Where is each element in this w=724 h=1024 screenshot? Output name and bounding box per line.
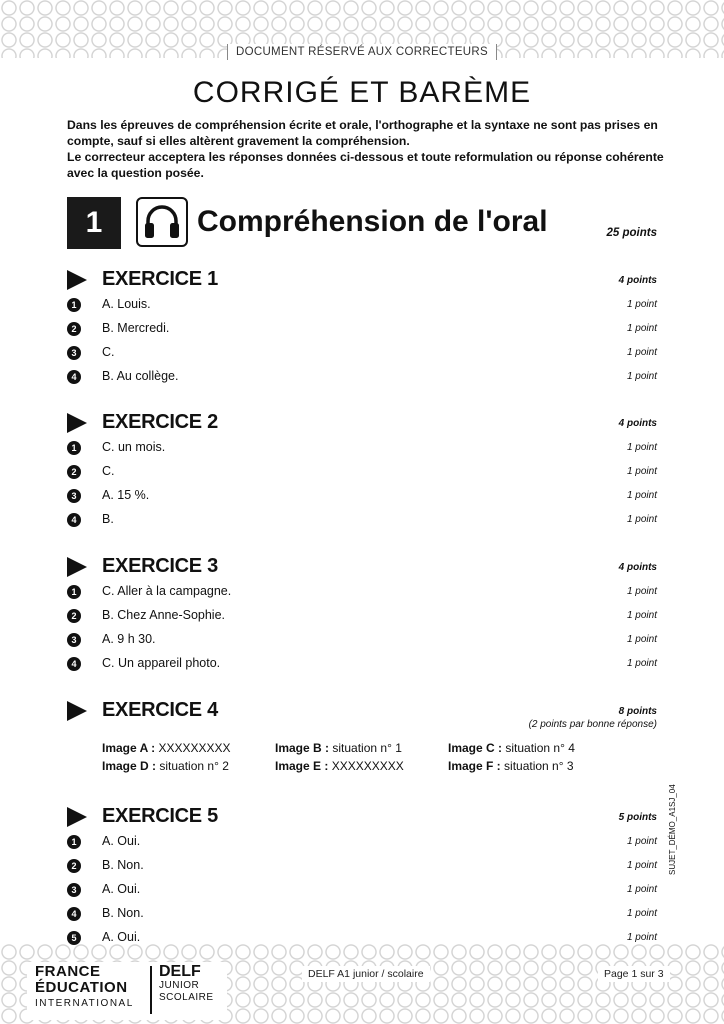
delf-logo: [159, 964, 214, 1004]
arrow-icon: [67, 413, 87, 433]
reserved-banner-text: DOCUMENT RÉSERVÉ AUX CORRECTEURS: [227, 44, 497, 60]
answer-points: 1 point: [626, 466, 657, 477]
intro-paragraph-1: Dans les épreuves de compréhension écrite et orale, l'orthographe et la syntaxe ne sont pas prises en compte, sauf si elles altèrent gravement la compréhension.: [67, 118, 658, 148]
image-answers-grid: [102, 741, 657, 773]
answer-points: 1 point: [626, 658, 657, 669]
arrow-icon: [67, 807, 87, 827]
number-badge-icon: 4: [67, 513, 81, 527]
exercise-title: EXERCICE 5: [102, 805, 218, 827]
image-answer: [102, 759, 275, 773]
answer-text: A. Oui.: [102, 834, 141, 848]
exercise-points-note: (2 points par bonne réponse): [528, 719, 657, 730]
logo-divider: [150, 966, 152, 1014]
arrow-icon: [67, 701, 87, 721]
answer-points: 1 point: [626, 884, 657, 895]
footer-logos: [27, 962, 227, 1020]
section-points: 25 points: [606, 227, 657, 239]
image-answer: [275, 741, 448, 755]
section-title: Compréhension de l'oral: [197, 205, 548, 238]
page-title: CORRIGÉ ET BARÈME: [192, 76, 532, 109]
answer-points: 1 point: [626, 371, 657, 382]
answer-text: A. 15 %.: [102, 488, 150, 502]
number-badge-icon: 5: [67, 931, 81, 945]
section-number: 1: [67, 197, 121, 249]
answer-text: B. Mercredi.: [102, 321, 170, 335]
logo-line: ÉDUCATION: [35, 979, 128, 996]
page-number: Page 1 sur 3: [598, 966, 670, 982]
number-badge-icon: 3: [67, 346, 81, 360]
answer-points: 1 point: [626, 586, 657, 597]
answer-row: [67, 581, 657, 605]
number-badge-icon: 4: [67, 657, 81, 671]
answer-text: B.: [102, 512, 114, 526]
answer-points: 1 point: [626, 836, 657, 847]
delf-subtitle: JUNIOR: [159, 980, 200, 991]
exercise-5: [67, 805, 657, 951]
answer-row: [67, 831, 657, 855]
answer-row: [67, 366, 657, 390]
answer-points: 1 point: [626, 634, 657, 645]
section-header: [67, 197, 667, 249]
answer-text: C. un mois.: [102, 440, 166, 454]
number-badge-icon: 2: [67, 609, 81, 623]
answer-points: 1 point: [626, 860, 657, 871]
exercise-3: [67, 555, 657, 677]
answer-row: [67, 342, 657, 366]
answer-text: C. Aller à la campagne.: [102, 584, 232, 598]
answer-text: A. Oui.: [102, 930, 141, 944]
image-answer: [448, 759, 621, 773]
answer-text: C.: [102, 464, 115, 478]
exercise-1: [67, 268, 657, 390]
exercise-title: EXERCICE 2: [102, 411, 218, 433]
number-badge-icon: 1: [67, 441, 81, 455]
answer-points: 1 point: [626, 442, 657, 453]
headphones-icon: [136, 197, 188, 247]
answer-text: B. Au collège.: [102, 369, 179, 383]
image-value: situation n° 2: [159, 759, 229, 773]
answer-text: C. Un appareil photo.: [102, 656, 221, 670]
exam-label: DELF A1 junior / scolaire: [302, 966, 430, 982]
number-badge-icon: 4: [67, 370, 81, 384]
image-value: situation n° 3: [504, 759, 574, 773]
answer-row: [67, 879, 657, 903]
answer-text: B. Non.: [102, 906, 144, 920]
exercise-4: [67, 699, 657, 773]
exercise-header: [67, 555, 657, 581]
image-label: Image F :: [448, 759, 501, 773]
answer-row: [67, 927, 657, 951]
exercise-points: 4 points: [618, 562, 657, 573]
exercise-points: 4 points: [618, 275, 657, 286]
image-answer: [448, 741, 621, 755]
answer-row: [67, 653, 657, 677]
image-answer: [102, 741, 275, 755]
number-badge-icon: 2: [67, 859, 81, 873]
exercise-header: [67, 805, 657, 831]
answer-row: [67, 294, 657, 318]
answer-points: 1 point: [626, 908, 657, 919]
reserved-banner: [0, 40, 724, 60]
answer-points: 1 point: [626, 610, 657, 621]
intro-paragraph-2: Le correcteur acceptera les réponses données ci-dessous et toute reformulation ou réponse cohérente avec la question posée.: [67, 150, 664, 180]
answer-text: A. 9 h 30.: [102, 632, 156, 646]
exercise-points: 4 points: [618, 418, 657, 429]
answer-text: B. Non.: [102, 858, 144, 872]
image-value: XXXXXXXXX: [331, 759, 404, 773]
answer-points: 1 point: [626, 323, 657, 334]
number-badge-icon: 3: [67, 633, 81, 647]
logo-line: INTERNATIONAL: [35, 998, 134, 1009]
answer-points: 1 point: [626, 490, 657, 501]
arrow-icon: [67, 270, 87, 290]
answer-points: 1 point: [626, 347, 657, 358]
answer-text: C.: [102, 345, 115, 359]
answer-text: A. Louis.: [102, 297, 151, 311]
delf-title: DELF: [159, 963, 201, 980]
france-education-logo: [35, 964, 134, 1012]
exercise-title: EXERCICE 3: [102, 555, 218, 577]
answer-row: [67, 318, 657, 342]
answer-row: [67, 629, 657, 653]
answer-row: [67, 903, 657, 927]
number-badge-icon: 2: [67, 465, 81, 479]
answer-text: A. Oui.: [102, 882, 141, 896]
answer-text: B. Chez Anne-Sophie.: [102, 608, 225, 622]
arrow-icon: [67, 557, 87, 577]
delf-subtitle: SCOLAIRE: [159, 992, 214, 1003]
answer-row: [67, 605, 657, 629]
answer-row: [67, 855, 657, 879]
answer-row: [67, 461, 657, 485]
image-label: Image A :: [102, 741, 156, 755]
answer-points: 1 point: [626, 932, 657, 943]
image-value: XXXXXXXXX: [158, 741, 231, 755]
image-answer: [275, 759, 448, 773]
number-badge-icon: 3: [67, 883, 81, 897]
image-label: Image E :: [275, 759, 329, 773]
exercise-points: 5 points: [618, 812, 657, 823]
number-badge-icon: 3: [67, 489, 81, 503]
exercise-header: [67, 268, 657, 294]
exercise-header: [67, 699, 657, 741]
number-badge-icon: 4: [67, 907, 81, 921]
number-badge-icon: 1: [67, 835, 81, 849]
logo-line: FRANCE: [35, 963, 101, 980]
exercise-header: [67, 411, 657, 437]
answer-points: 1 point: [626, 514, 657, 525]
answer-row: [67, 437, 657, 461]
image-value: situation n° 1: [332, 741, 402, 755]
image-label: Image D :: [102, 759, 157, 773]
image-label: Image C :: [448, 741, 503, 755]
intro-text: [67, 117, 667, 181]
number-badge-icon: 1: [67, 585, 81, 599]
number-badge-icon: 1: [67, 298, 81, 312]
image-label: Image B :: [275, 741, 330, 755]
exercise-title: EXERCICE 4: [102, 699, 218, 721]
exercise-points: 8 points: [618, 706, 657, 717]
answer-points: 1 point: [626, 299, 657, 310]
number-badge-icon: 2: [67, 322, 81, 336]
exercise-2: [67, 411, 657, 533]
exercise-title: EXERCICE 1: [102, 268, 218, 290]
answer-row: [67, 509, 657, 533]
image-value: situation n° 4: [505, 741, 575, 755]
document-code: SUJET_DÉMO_A1SJ_04: [668, 784, 677, 875]
answer-row: [67, 485, 657, 509]
